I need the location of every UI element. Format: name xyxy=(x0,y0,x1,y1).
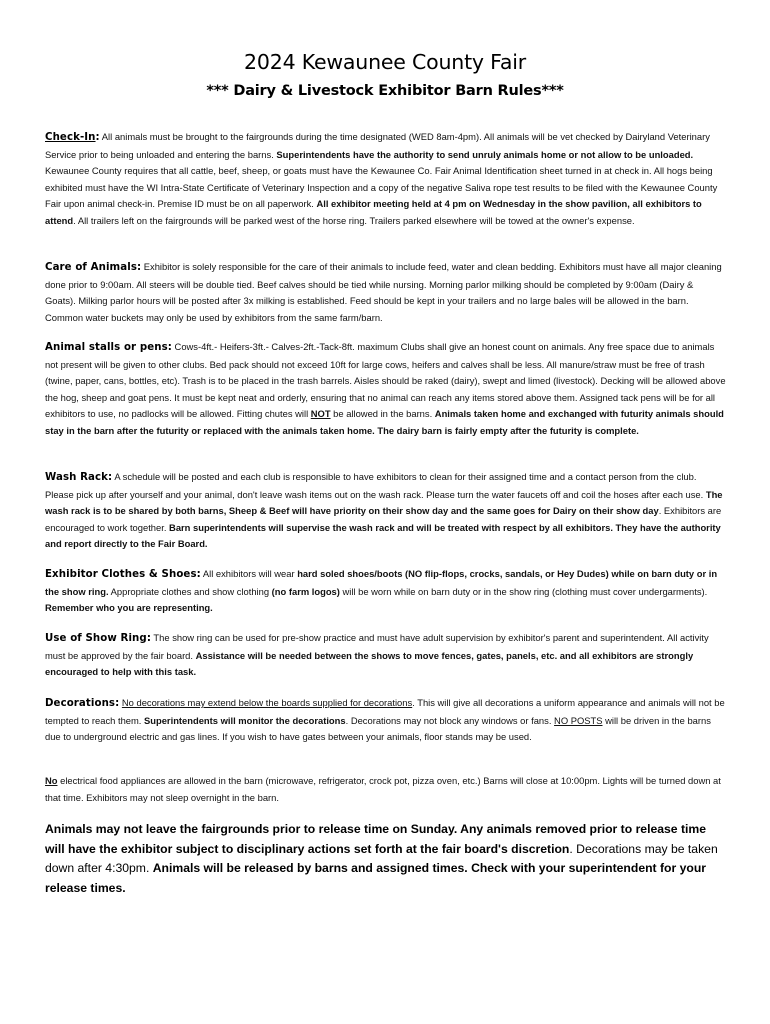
section-check-in: Check-In: All animals must be brought to the fairgrounds during the time designated (WED 8am-4pm). All animals will be vet checked by Dairyland Veterinary Service prior to being unloaded and entering the barns. Superintendents have the authority to send unruly animals home or not allow to be unloaded. Kewaunee County requires that all cattle, beef, sheep, or goats must have the Kewaunee Co. Fair Animal Identification sheet turned in at check in. All hogs being exhibited must have the WI Intra-State Certificate of Veterinary Inspection and a copy of the negative Saliva rope test results to be filed with the Kewaunee County Fair upon animal check-in. Premise ID must be on all paperwork. All exhibitor meeting held at 4 pm on Wednesday in the show pavilion, all exhibitors to attend. All trailers left on the fairgrounds will be parked west of the horse ring. Trailers parked elsewhere will be towed at the owner's expense. xyxy=(45,131,718,226)
section-heading-stalls: Animal stalls or pens xyxy=(45,342,168,353)
section-decorations: Decorations: No decorations may extend below the boards supplied for decorations. This will give all decorations a uniform appearance and animals will not be tempted to reach them. Superintendents will monitor the decorations. Decorations may not block any windows or fans. NO POSTS will be driven in the barns due to underground electric and gas lines. If you wish to have gates between your animals, floor stands may be used. xyxy=(45,697,725,742)
section-exhibitor-clothes: Exhibitor Clothes & Shoes: All exhibitors will wear hard soled shoes/boots (NO flip-flops, crocks, sandals, or Hey Dudes) while on barn duty or in the show ring. Appropriate clothes and show clothing (no farm logos) will be worn while on barn duty or in the show ring (clothing must cover undergarments). Remember who you are representing. xyxy=(45,568,718,613)
section-care-of-animals: Care of Animals: Exhibitor is solely responsible for the care of their animals to include feed, water and clean bedding. Exhibitors must have all major cleaning done prior to 9:00am. All steers will be double tied. Beef calves should be tied while nursing. Morning parlor milking should be completed by 9:00am (Dairy & Goats). Milking parlor hours will be posted after 3x milking is established. Feed should be kept in your trailers and no large bales will be allowed in the barn. Common water buckets may only be used by exhibitors from the same farm/barn. xyxy=(45,261,722,323)
page-title: 2024 Kewaunee County Fair xyxy=(244,50,526,74)
section-electrical: No electrical food appliances are allowed in the barn (microwave, refrigerator, crock pot, pizza oven, etc.) Barns will close at 10:00pm. Lights will be turned down at that time. Exhibitors may not sleep overnight in the barn. xyxy=(45,775,721,803)
section-show-ring: Use of Show Ring: The show ring can be used for pre-show practice and must have adult supervision by exhibitor's parent and superintendent. All activity must be approved by the fair board. Assistance will be needed between the shows to move fences, gates, panels, etc. and all exhibitors are strongly encouraged to help with this task. xyxy=(45,632,709,677)
section-heading-decorations: Decorations xyxy=(45,698,116,709)
section-heading-show-ring: Use of Show Ring xyxy=(45,633,147,644)
section-heading-wash-rack: Wash Rack xyxy=(45,472,109,483)
release-notice: Animals may not leave the fairgrounds prior to release time on Sunday. Any animals removed prior to release time will have the exhibitor subject to disciplinary actions set forth at the fair board's discretion. Decorations may be taken down after 4:30pm. Animals will be released by barns and assigned times. Check with your superintendent for your release times. xyxy=(45,822,718,895)
page-subtitle: *** Dairy & Livestock Exhibitor Barn Rules*** xyxy=(206,83,564,99)
section-wash-rack: Wash Rack: A schedule will be posted and each club is responsible to have exhibitors to clean for their assigned time and a contact person from the club. Please pick up after yourself and your animal, don't leave wash items out on the wash rack. Please turn the water faucets off and coil the hoses after each use. The wash rack is to be shared by both barns, Sheep & Beef will have priority on their show day and the same goes for Dairy on their show day. Exhibitors are encouraged to work together. Barn superintendents will supervise the wash rack and will be treated with respect by all exhibitors. They have the authority and report directly to the Fair Board. xyxy=(45,471,723,549)
section-animal-stalls: Animal stalls or pens: Cows-4ft.- Heifers-3ft.- Calves-2ft.-Tack-8ft. maximum Clubs shall give an honest count on animals. Any free space due to animals not present will be given to other clubs. Bed pack should not exceed 10ft for large cows, heifers and calves shall be less. All manure/straw must be free of trash (twine, paper, cans, bottles, etc). Trash is to be placed in the trash barrels. Aisles should be raked (dairy), swept and limed (livestock). Decking will be allowed above the hog, sheep and goat pens. It must be kept neat and orderly, ensuring that no animal can reach any items stored above them. Assigned tack pens will be for all exhibitors to use, no padlocks will be allowed. Fitting chutes will NOT be allowed in the barns. Animals taken home and exchanged with futurity animals should stay in the barn after the futurity or replaced with the animals taken home. The dairy barn is fairly empty after the futurity is complete. xyxy=(45,341,726,436)
section-heading-check-in: Check-In xyxy=(45,132,96,143)
section-heading-clothes: Exhibitor Clothes & Shoes xyxy=(45,569,197,580)
section-heading-care: Care of Animals xyxy=(45,262,137,273)
